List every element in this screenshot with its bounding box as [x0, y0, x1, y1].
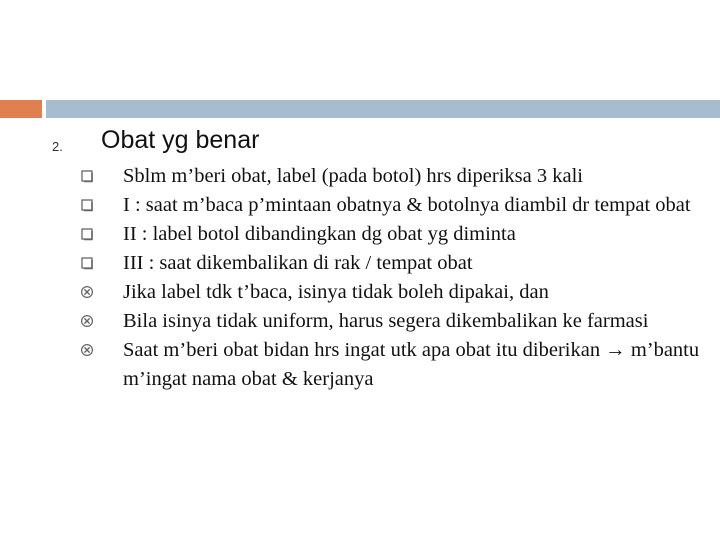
hollow-square-icon — [80, 256, 94, 270]
bullet-text: III : saat dikembalikan di rak / tempat obat — [123, 252, 473, 274]
bullet-item — [80, 162, 700, 191]
bullet-list — [80, 162, 700, 394]
bullet-item — [80, 191, 700, 220]
bullet-item — [80, 249, 700, 278]
bullet-item — [80, 220, 700, 249]
header-accent-bar — [0, 100, 42, 118]
header-bar — [46, 100, 720, 118]
circled-cross-icon — [80, 285, 94, 299]
slide-title: Obat yg benar — [101, 126, 260, 154]
bullet-item — [80, 307, 700, 336]
circled-cross-icon — [80, 343, 94, 357]
slide-number: 2. — [52, 139, 63, 154]
bullet-text: II : label botol dibandingkan dg obat yg diminta — [123, 223, 516, 245]
hollow-square-icon — [80, 227, 94, 241]
hollow-square-icon — [80, 198, 94, 212]
bullet-text: I : saat m’baca p’mintaan obatnya & botolnya diambil dr tempat obat — [123, 194, 691, 216]
bullet-text: Jika label tdk t’baca, isinya tidak boleh dipakai, dan — [123, 281, 549, 303]
bullet-text: Bila isinya tidak uniform, harus segera dikembalikan ke farmasi — [123, 310, 649, 332]
circled-cross-icon — [80, 314, 94, 328]
bullet-text: Saat m’beri obat bidan hrs ingat utk apa obat itu diberikan → m’bantu m’ingat nama obat & kerjanya — [123, 339, 700, 390]
hollow-square-icon — [80, 169, 94, 183]
bullet-text: Sblm m’beri obat, label (pada botol) hrs diperiksa 3 kali — [123, 165, 583, 187]
bullet-item — [80, 336, 700, 394]
bullet-item — [80, 278, 700, 307]
